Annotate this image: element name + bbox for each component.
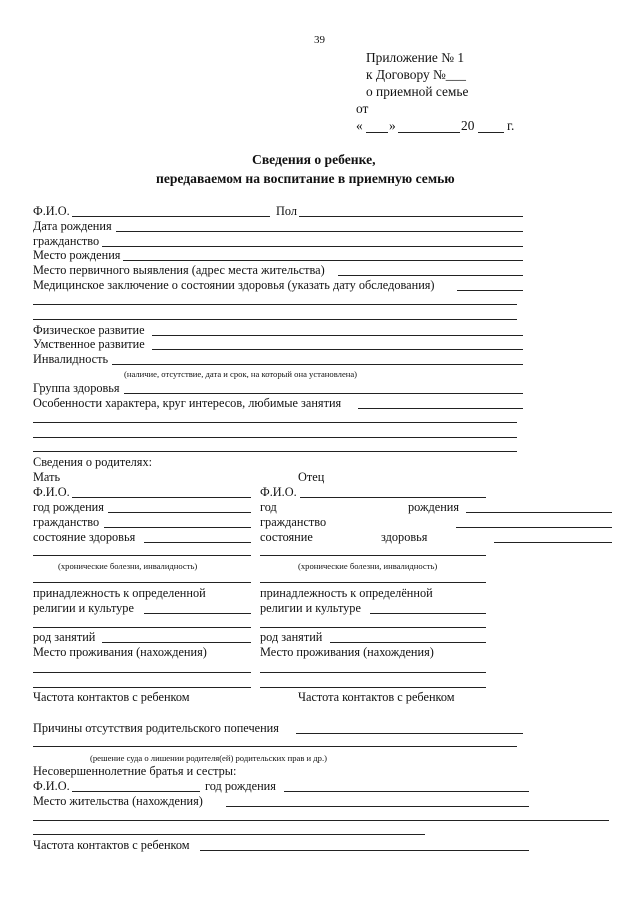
mother-residence-label: Место проживания (нахождения) <box>33 645 207 659</box>
child-mental-label: Умственное развитие <box>33 337 145 351</box>
mother-occupation-field[interactable] <box>102 642 251 643</box>
date-open-quote: « <box>356 118 363 133</box>
child-first-detection-field[interactable] <box>338 275 523 276</box>
child-birth-place-label: Место рождения <box>33 248 121 262</box>
mother-health-field-2[interactable] <box>33 555 251 556</box>
appendix-line-2: к Договору №___ <box>366 67 466 82</box>
father-birth-year-label-2: рождения <box>408 500 460 514</box>
parents-heading: Сведения о родителях: <box>33 455 153 469</box>
date-close-quote: » <box>389 118 396 133</box>
father-residence-label: Место проживания (нахождения) <box>260 645 434 659</box>
mother-religion-label-2: религии и культуре <box>33 601 134 615</box>
mother-health-field-3[interactable] <box>33 582 251 583</box>
mother-residence-field-2[interactable] <box>33 687 251 688</box>
child-birth-date-label: Дата рождения <box>33 219 112 233</box>
child-medical-label: Медицинское заключение о состоянии здоровья (указать дату обследования) <box>33 278 435 292</box>
mother-citizenship-field[interactable] <box>104 527 251 528</box>
mother-religion-label-1: принадлежность к определенной <box>33 586 206 600</box>
child-first-detection-label: Место первичного выявления (адрес места жительства) <box>33 263 325 277</box>
child-physical-field[interactable] <box>152 335 523 336</box>
sibling-residence-field-3[interactable] <box>33 834 425 835</box>
father-religion-label-1: принадлежность к определённой <box>260 586 433 600</box>
father-citizenship-label: гражданство <box>260 515 327 529</box>
mother-birth-year-field[interactable] <box>108 512 251 513</box>
father-contacts-label: Частота контактов с ребенком <box>298 690 455 704</box>
date-year-line[interactable] <box>478 132 504 133</box>
mother-religion-field[interactable] <box>144 613 251 614</box>
mother-occupation-label: род занятий <box>33 630 96 644</box>
mother-health-field[interactable] <box>144 542 251 543</box>
father-religion-field[interactable] <box>370 613 486 614</box>
sibling-birth-year-field[interactable] <box>284 791 529 792</box>
mother-label: Мать <box>33 470 61 484</box>
father-fio-label: Ф.И.О. <box>260 485 297 499</box>
absence-reasons-label: Причины отсутствия родительского попечения <box>33 721 279 735</box>
mother-residence-field[interactable] <box>33 672 251 673</box>
date-year: 20 <box>461 118 475 133</box>
child-mental-field[interactable] <box>152 349 523 350</box>
child-medical-field-3[interactable] <box>33 319 517 320</box>
child-medical-field-2[interactable] <box>33 304 517 305</box>
child-health-group-label: Группа здоровья <box>33 381 120 395</box>
child-character-field-3[interactable] <box>33 437 517 438</box>
child-disability-label: Инвалидность <box>33 352 109 366</box>
father-religion-label-2: религии и культуре <box>260 601 361 615</box>
father-health-field-3[interactable] <box>260 582 486 583</box>
sibling-birth-year-label: год рождения <box>205 779 276 793</box>
child-fio-label: Ф.И.О. <box>33 204 70 218</box>
mother-fio-label: Ф.И.О. <box>33 485 70 499</box>
father-label: Отец <box>298 470 325 484</box>
mother-religion-field-2[interactable] <box>33 627 251 628</box>
appendix-line-1: Приложение № 1 <box>366 50 465 65</box>
title-line-1: Сведения о ребенке, <box>252 152 376 167</box>
date-month-line[interactable] <box>398 132 460 133</box>
child-character-label: Особенности характера, круг интересов, любимые занятия <box>33 396 342 410</box>
date-day-line[interactable] <box>366 132 388 133</box>
child-health-group-field[interactable] <box>124 393 523 394</box>
mother-fio-field[interactable] <box>72 497 251 498</box>
sibling-fio-field[interactable] <box>72 791 200 792</box>
father-health-label-1: состояние <box>260 530 313 544</box>
father-residence-field-2[interactable] <box>260 687 486 688</box>
child-character-field[interactable] <box>358 408 523 409</box>
absence-reasons-hint: (решение суда о лишении родителя(ей) родительских прав и др.) <box>90 753 327 763</box>
absence-reasons-field[interactable] <box>296 733 523 734</box>
child-disability-field[interactable] <box>112 364 523 365</box>
child-birth-place-field[interactable] <box>123 260 523 261</box>
child-medical-field[interactable] <box>457 290 523 291</box>
father-health-field[interactable] <box>494 542 612 543</box>
father-fio-field[interactable] <box>300 497 486 498</box>
child-birth-date-field[interactable] <box>116 231 523 232</box>
sibling-residence-field-2[interactable] <box>33 820 609 821</box>
sibling-contacts-field[interactable] <box>200 850 529 851</box>
child-character-field-4[interactable] <box>33 451 517 452</box>
appendix-line-3: о приемной семье <box>366 84 469 99</box>
date-suffix: г. <box>507 118 515 133</box>
child-character-field-2[interactable] <box>33 422 517 423</box>
appendix-line-4: от <box>356 101 369 116</box>
father-health-hint: (хронические болезни, инвалидность) <box>298 561 438 571</box>
sibling-fio-label: Ф.И.О. <box>33 779 70 793</box>
child-citizenship-label: гражданство <box>33 234 100 248</box>
father-religion-field-2[interactable] <box>260 627 486 628</box>
father-birth-year-field[interactable] <box>466 512 612 513</box>
child-disability-hint: (наличие, отсутствие, дата и срок, на который она установлена) <box>124 369 358 379</box>
sibling-residence-label: Место жительства (нахождения) <box>33 794 203 808</box>
sibling-residence-field[interactable] <box>226 806 529 807</box>
siblings-heading: Несовершеннолетние братья и сестры: <box>33 764 237 778</box>
child-physical-label: Физическое развитие <box>33 323 145 337</box>
mother-health-label: состояние здоровья <box>33 530 136 544</box>
father-health-field-2[interactable] <box>260 555 486 556</box>
father-residence-field[interactable] <box>260 672 486 673</box>
father-occupation-label: род занятий <box>260 630 323 644</box>
mother-health-hint: (хронические болезни, инвалидность) <box>58 561 198 571</box>
page-number: 39 <box>314 34 325 46</box>
mother-birth-year-label: год рождения <box>33 500 104 514</box>
father-citizenship-field[interactable] <box>456 527 612 528</box>
title-line-2: передаваемом на воспитание в приемную семью <box>156 171 455 186</box>
child-sex-label: Пол <box>276 204 298 218</box>
sibling-contacts-label: Частота контактов с ребенком <box>33 838 190 852</box>
absence-reasons-field-2[interactable] <box>33 746 517 747</box>
mother-contacts-label: Частота контактов с ребенком <box>33 690 190 704</box>
child-sex-field[interactable] <box>299 216 523 217</box>
father-birth-year-label-1: год <box>260 500 277 514</box>
father-health-label-2: здоровья <box>381 530 428 544</box>
mother-citizenship-label: гражданство <box>33 515 100 529</box>
child-fio-field[interactable] <box>72 216 270 217</box>
father-occupation-field[interactable] <box>330 642 486 643</box>
child-citizenship-field[interactable] <box>102 246 523 247</box>
